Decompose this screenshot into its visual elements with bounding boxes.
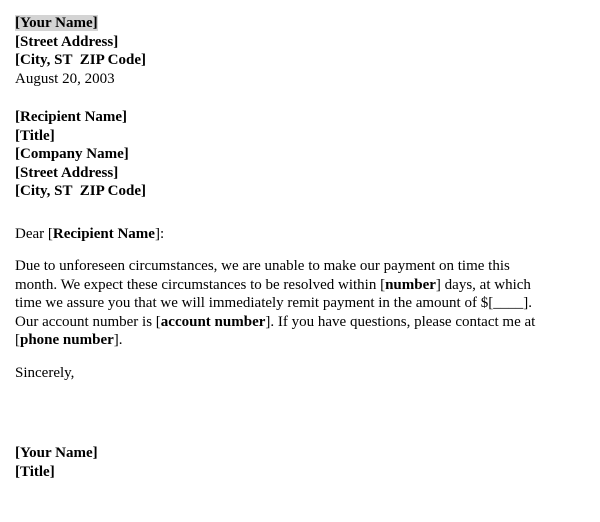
- signature-title[interactable]: [Title]: [15, 463, 55, 480]
- recipient-title[interactable]: [Title]: [15, 127, 55, 144]
- recipient-name[interactable]: [Recipient Name]: [15, 109, 128, 125]
- closing: Sincerely,: [15, 364, 75, 381]
- account-number-placeholder[interactable]: account number: [160, 313, 266, 330]
- number-of-days-placeholder[interactable]: number: [385, 276, 436, 293]
- sender-name[interactable]: [Your Name]: [15, 15, 98, 31]
- body-line-4-end: ]. If you have questions, please contact me at: [265, 313, 536, 330]
- letter-date[interactable]: August 20, 2003: [15, 70, 115, 87]
- body-line-4-start: Our account number is [: [15, 313, 161, 330]
- sender-name-line: [15, 14, 590, 33]
- salutation: [15, 225, 590, 244]
- recipient-block: [15, 108, 590, 201]
- phone-number-placeholder[interactable]: phone number: [20, 332, 114, 348]
- body-paragraph: [15, 257, 575, 350]
- salutation-recipient-name[interactable]: Recipient Name: [52, 225, 155, 242]
- body-line-2: [15, 276, 575, 295]
- body-line-3: time we assure you that we will immediately remit payment in the amount of $[____].: [15, 295, 532, 311]
- recipient-company[interactable]: [Company Name]: [15, 146, 129, 162]
- recipient-city-state-zip[interactable]: [City, ST ZIP Code]: [15, 183, 146, 199]
- body-line-2-start: month. We expect these circumstances to be resolved within [: [15, 276, 386, 293]
- body-line-1: Due to unforeseen circumstances, we are unable to make our payment on time this: [15, 258, 510, 274]
- signature-block: [15, 444, 590, 481]
- body-line-5-start: [: [15, 332, 20, 348]
- body-line-5: [15, 331, 575, 350]
- letter-page: [15, 14, 590, 481]
- sender-block: [15, 14, 590, 88]
- body-line-4: [15, 313, 575, 332]
- salutation-suffix: ]:: [154, 225, 165, 242]
- salutation-prefix: Dear [: [15, 225, 53, 242]
- body-line-2-end: ] days, at which: [435, 276, 531, 293]
- sender-city-state-zip[interactable]: [City, ST ZIP Code]: [15, 52, 146, 68]
- signature-name[interactable]: [Your Name]: [15, 445, 98, 461]
- sender-street[interactable]: [Street Address]: [15, 33, 119, 50]
- recipient-street[interactable]: [Street Address]: [15, 164, 119, 181]
- body-line-5-end: ].: [113, 332, 123, 348]
